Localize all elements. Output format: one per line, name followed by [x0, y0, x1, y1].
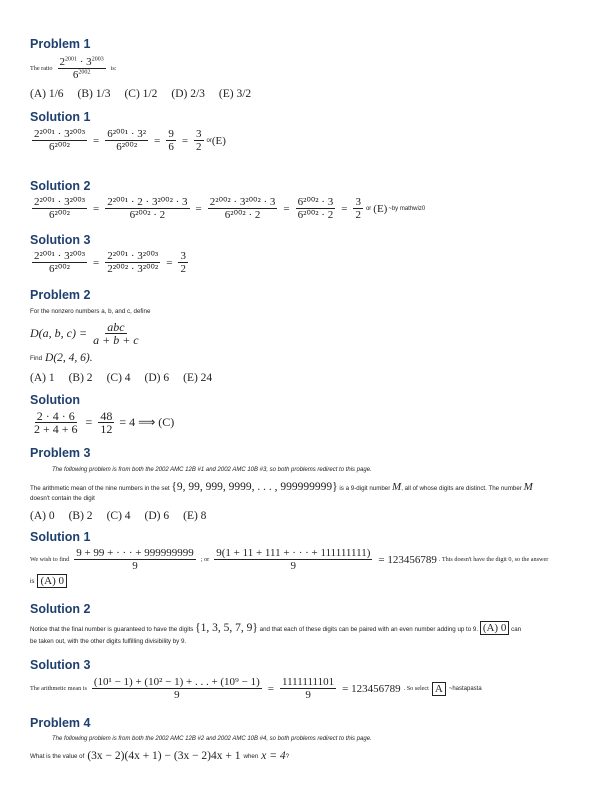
solution-2-equation: $\frac{\text{2²⁰⁰¹ · 3²⁰⁰³}}{\text{6²⁰⁰²}}$ = $\frac{\text{2²⁰⁰¹ · 2 · 3²⁰⁰² · 3}}{\text{6²⁰⁰² · 2}}$ = $\frac{\text{2²⁰⁰² · 3²⁰⁰² · 3}}{\text{6²⁰⁰² · 2}}$ = $\frac{\text{6²⁰⁰² · 3}}{\text{6²⁰⁰² · 2}}$ = $\frac{3}{2}$ or (E) ~by mathwiz0 — [34, 196, 426, 221]
problem-2-solution-title: Solution — [30, 393, 80, 407]
problem-2-choices — [30, 372, 592, 384]
problem-1-tail: is: — [110, 65, 117, 72]
choice: (C) 1/2 — [124, 88, 158, 100]
problem-4-statement: What is the value of (3x − 2)(4x + 1) − (3x − 2)4x + 1 when x = 4 ? — [30, 750, 290, 762]
problem-3-solution-3-title: Solution 3 — [30, 658, 91, 672]
problem-4-note: The following problem is from both the 2002 AMC 12B #2 and 2002 AMC 10B #4, so both problems redirect to this page. — [52, 736, 372, 742]
problem-3-choices — [30, 510, 592, 522]
choice: (B) 1/3 — [77, 88, 111, 100]
solution-2-credit: ~by mathwiz0 — [388, 205, 426, 212]
problem-3-solution-1-equation: We wish to find $\frac{9 + 99 + \cdot \cdot \cdot + 999999999}{9}$ ; or $\frac{9(1 + 11 + 111 + \cdot \cdot \cdot + 111111111)}{9}$ = 123456789 . This doesn't have the digit 0, so the answer — [30, 547, 549, 572]
solution-1-title: Solution 1 — [30, 110, 91, 124]
solution-3-equation: $\frac{\text{2²⁰⁰¹ · 3²⁰⁰³}}{\text{6²⁰⁰²}}$ = $\frac{\text{2²⁰⁰¹ · 3²⁰⁰³}}{\text{2²⁰⁰² · 3²⁰⁰²}}$ = $\frac{3}{2}$ — [34, 250, 186, 275]
solution-2-title: Solution 2 — [30, 179, 91, 193]
problem-4-title: Problem 4 — [30, 716, 91, 730]
choice: (E) 3/2 — [218, 88, 252, 100]
solution-3-title: Solution 3 — [30, 233, 91, 247]
problem-2-definition: D(a, b, c) = $\frac{\text{abc}}{a + b + c}$ — [30, 320, 139, 347]
problem-1-statement — [30, 56, 592, 81]
problem-3-title: Problem 3 — [30, 446, 91, 460]
problem-1-intro: The ratio — [30, 65, 53, 72]
choice: (D) 2/3 — [171, 88, 205, 100]
problem-3-solution-1-answer: is (A) 0 — [30, 574, 592, 588]
solution-1-answer: (E) — [211, 134, 226, 147]
problem-3-statement: The arithmetic mean of the nine numbers in the set {9, 99, 999, 9999, . . . , 999999999} is a 9-digit number M, all of whose digits are distinct. The number M doesn't contain the digit — [30, 481, 533, 502]
choice: (E) 24 — [183, 372, 213, 384]
solution-2-answer: (E) — [373, 202, 388, 215]
problem-3-solution-1-title: Solution 1 — [30, 530, 91, 544]
problem-1-section — [30, 37, 592, 51]
problem-3-solution-3-credit: ~hastapasta — [448, 685, 482, 692]
choice: (C) 4 — [106, 510, 131, 522]
problem-3-solution-3-answer: A — [432, 682, 446, 696]
choice: (D) 6 — [144, 372, 170, 384]
problem-2-solution-equation: $\frac{2 \cdot 4 \cdot 6}{2 + 4 + 6}$ = $\frac{48}{12}$ = 4 ⟹ (C) — [34, 409, 175, 436]
problem-3-solution-3-equation: The arithmetic mean is $\frac{\text{(10¹ − 1) + (10² − 1) + . . . + (10⁹ − 1)}}{9}$ = $\frac{1111111101}{9}$ = 123456789 . So select A ~hastapasta — [30, 676, 482, 701]
problem-2-find: Find D(2, 4, 6). — [30, 352, 93, 364]
problem-2-intro: For the nonzero numbers a, b, and c, define — [30, 308, 151, 315]
choice: (C) 4 — [106, 372, 131, 384]
problem-3-solution-2-title: Solution 2 — [30, 602, 91, 616]
problem-1-title: Problem 1 — [30, 37, 91, 51]
choice: (D) 6 — [144, 510, 170, 522]
problem-1-choices — [30, 88, 592, 100]
choice: (A) 1/6 — [30, 88, 64, 100]
problem-3-solution-2-text: Notice that the final number is guaranteed to have the digits {1, 3, 5, 7, 9} and that each of these digits can be paired with an even number adding up to 9. (A) 0 can be taken out, with the other digits fulfilling divisibility by 9. — [30, 622, 522, 645]
choice: (E) 8 — [183, 510, 207, 522]
problem-2-title: Problem 2 — [30, 288, 91, 302]
choice: (A) 1 — [30, 372, 55, 384]
choice: (B) 2 — [68, 510, 93, 522]
choice: (B) 2 — [68, 372, 93, 384]
solution-1-equation: $\frac{\text{2²⁰⁰¹ · 3²⁰⁰³}}{\text{6²⁰⁰²}}$ = $\frac{\text{6²⁰⁰¹ · 3²}}{\text{6²⁰⁰²}}$ = $\frac{9}{6}$ = $\frac{3}{2}$ or (E) — [34, 128, 226, 153]
choice: (A) 0 — [30, 510, 55, 522]
problem-3-note: The following problem is from both the 2002 AMC 12B #1 and 2002 AMC 10B #3, so both problems redirect to this page. — [52, 467, 372, 473]
problem-1-ratio: $\frac{2^{2001} \cdot 3^{2003}}{6^{2002}}$ — [59, 56, 104, 81]
